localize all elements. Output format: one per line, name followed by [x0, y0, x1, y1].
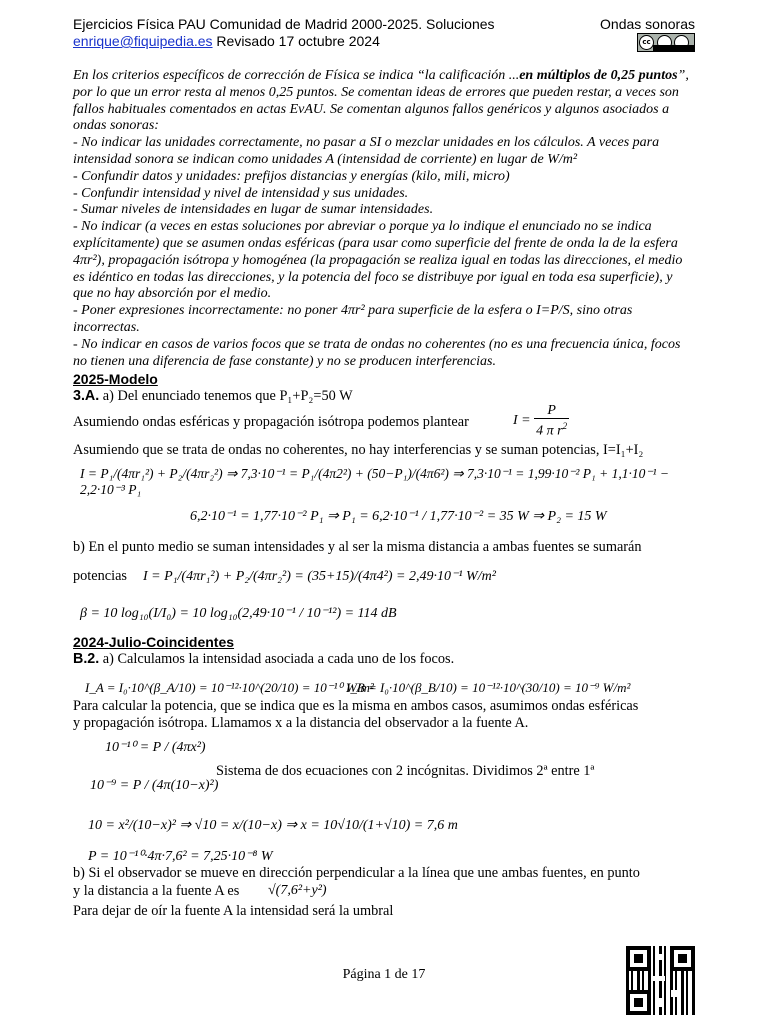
- qr-finder: [670, 946, 695, 971]
- header-topic: Ondas sonoras: [600, 16, 695, 32]
- text-line: Para dejar de oír la fuente A la intensidad será la umbral: [73, 903, 394, 919]
- intro-bullet: - No indicar (a veces en estas soluciones por abreviar o porque ya lo indique el enunciado no se indica explícitamente) que se asumen ondas esféricas (para usar como superficie del frente de onda la de la esfera 4πr²), propagación isótropa y homogénea (la propagación se realiza igual en todas las direcciones, el medio es idéntico en todas las direcciones, y la potencia del foco se distribuye por igual en toda esa superficie), y que no hay absorción por el medio.: [73, 219, 683, 302]
- header-title: Ejercicios Física PAU Comunidad de Madrid 2000-2025. Soluciones: [73, 16, 495, 32]
- cc-icon: cc: [639, 35, 654, 50]
- header-line-2: [73, 33, 695, 50]
- equation-system: I = P₁/(4πr₁²) + P₂/(4πr₂²) ⇒ 7,3·10⁻¹ = P₁/(4π2²) + (50−P₁)/(4π6²) ⇒ 7,3·10⁻¹ = 1,99·10⁻² P₁ + 1,1·10⁻¹ − 2,2·10⁻³ P₁: [80, 466, 669, 497]
- qr-module: [656, 954, 664, 960]
- revision-date: Revisado 17 octubre 2024: [212, 33, 380, 49]
- equation-solution: 6,2·10⁻¹ = 1,77·10⁻² P₁ ⇒ P₁ = 6,2·10⁻¹ / 1,77·10⁻² = 35 W ⇒ P₂ = 15 W: [190, 509, 607, 524]
- qr-finder: [626, 990, 651, 1015]
- text-line: y propagación isótropa. Llamamos x a la distancia del observador a la fuente A.: [73, 715, 529, 731]
- license-badge[interactable]: [637, 33, 695, 52]
- question-label: 3.A.: [73, 388, 100, 404]
- text-line: Sistema de dos ecuaciones con 2 incógnitas. Dividimos 2ª entre 1ª: [216, 763, 595, 779]
- equation-3: 10 = x²/(10−x)² ⇒ √10 = x/(10−x) ⇒ x = 10√10/(1+√10) = 7,6 m: [88, 818, 458, 833]
- intro-bullet: - Sumar niveles de intensidades en lugar de sumar intensidades.: [73, 202, 434, 218]
- page-number: Página 1 de 17: [342, 967, 426, 982]
- text-line: Asumiendo que se trata de ondas no coherentes, no hay interferencias y se suman potencias, I=I₁+I₂: [73, 442, 644, 458]
- equation-sum: I = P₁/(4πr₁²) + P₂/(4πr₂²) = (35+15)/(4π4²) = 2,49·10⁻¹ W/m²: [143, 569, 496, 584]
- equation-1: 10⁻¹⁰ = P / (4πx²): [105, 740, 206, 755]
- qr-module: [653, 976, 665, 981]
- equation-ib: I_B = I₀·10^(β_B/10) = 10⁻¹²·10^(30/10) = 10⁻⁹ W/m²: [346, 680, 631, 695]
- equation-level: β = 10 log₁₀(I/I₀) = 10 log₁₀(2,49·10⁻¹ / 10⁻¹²) = 114 dB: [80, 606, 397, 621]
- intro-bullet: - Poner expresiones incorrectamente: no poner 4πr² para superficie de la esfera o I=P/S, sino otras incorrectas.: [73, 303, 633, 335]
- intro-block: [73, 68, 695, 370]
- text-line: b) Si el observador se mueve en dirección perpendicular a la línea que une ambas fuentes, en punto: [73, 865, 640, 881]
- question-line: 3.A. a) Del enunciado tenemos que P₁+P₂=50 W: [73, 388, 353, 404]
- section-title: 2024-Julio-Coincidentes: [73, 634, 235, 650]
- intro-bullet: - No indicar en casos de varios focos que se trata de ondas no coherentes (no es una frecuencia única, focos no tienen una diferencia de fase constante) y no se producen interferencias.: [73, 336, 681, 369]
- equation-ia: I_A = I₀·10^(β_A/10) = 10⁻¹²·10^(20/10) = 10⁻¹⁰ W/m²: [85, 680, 374, 695]
- question-line: B.2. a) Calculamos la intensidad asociada a cada uno de los focos.: [73, 651, 455, 667]
- text-line: Para calcular la potencia, que se indica que es la misma en ambos casos, asumimos ondas esféricas: [73, 698, 639, 714]
- intro-bullet: - No indicar las unidades correctamente, no pasar a SI o mezclar unidades en los cálculos. A veces para intensidad sonora se indican como unidades A (intensidad de corriente) en lugar de W/m²: [73, 135, 660, 167]
- text-line: Asumiendo ondas esféricas y propagación isótropa podemos plantear: [73, 414, 469, 430]
- qr-finder: [626, 946, 651, 971]
- text-line: y la distancia a la fuente A es: [73, 883, 240, 899]
- equation-distance: √(7,6²+y²): [268, 883, 327, 898]
- equation-4: P = 10⁻¹⁰·4π·7,6² = 7,25·10⁻⁸ W: [88, 849, 273, 864]
- qr-module: [671, 990, 681, 997]
- question-label: B.2.: [73, 651, 100, 667]
- intro-bullet: - Confundir intensidad y nivel de intensidad y sus unidades.: [73, 185, 409, 201]
- qr-module: [656, 998, 662, 1007]
- section-title: 2025-Modelo: [73, 371, 158, 387]
- qr-code-icon[interactable]: [626, 946, 695, 1015]
- email-link[interactable]: enrique@fiquipedia.es: [73, 33, 213, 49]
- text-line: potencias: [73, 568, 127, 584]
- equation-2: 10⁻⁹ = P / (4π(10−x)²): [90, 778, 219, 793]
- intro-bullet: - Confundir datos y unidades: prefijos distancias y energías (kilo, mili, micro): [73, 168, 510, 184]
- page-header: [73, 16, 695, 50]
- license-strip: [653, 45, 694, 51]
- intro-paragraph: En los criterios específicos de corrección de Física se indica “la calificación ...en múltiplos de 0,25 puntos”, por lo que un error resta al menos 0,25 puntos. Se comentan ideas de errores que pueden restar, a veces son fallos habituales comentados en actas EvAU. Se comentan algunos fallos genéricos y algunos asociados a ondas sonoras:: [73, 68, 689, 134]
- text-line: b) En el punto medio se suman intensidades y al ser la misma distancia a ambas fuentes se sumarán: [73, 539, 642, 555]
- equation-intensity: I = $\frac{P}{4 \pi r^2}$: [513, 403, 568, 439]
